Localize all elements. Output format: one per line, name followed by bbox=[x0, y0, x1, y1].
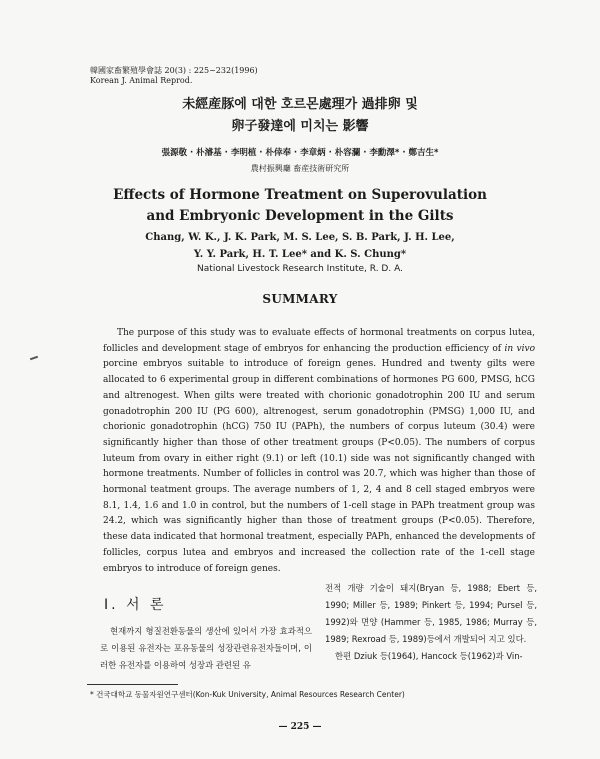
english-title-line1: Effects of Hormone Treatment on Superovulation bbox=[113, 187, 487, 203]
summary-text-b: porcine embryos suitable to introduce of foreign genes. Hundred and twenty gilts were allocated to 6 experimental group in different combinations of hormones PG 600, PMSG, hCG and altrenogest. When gilts were treated with chorionic gonadotrophin 200 IU and serum gonadotrophin 200 IU (PG 600), altrenogest, serum gonadotrophin (PMSG) 1,000 IU, and chorionic gonadotrophin (hCG) 750 IU (PAPh), the numbers of corpus luteum (30.4) were significantly higher than those of other treatment groups (P<0.05). The numbers of corpus luteum from ovary in either right (9.1) or left (10.1) side was not significantly changed with hormone treatments. Number of follicles in control was 20.7, which was higher than those of hormonal teatment groups. The average numbers of 1, 2, 4 and 8 cell staged embryos were 8.1, 1.4, 1.6 and 1.0 in control, but the numbers of 1-cell stage in PAPh treatment group was 24.2, which was significantly higher than those of treatment groups (P<0.05). Therefore, these data indicated that hormonal treatment, especially PAPh, enhanced the developments of follicles, corpus lutea and embryos and increased the collection rate of the 1-cell stage embryos to introduce of foreign genes. bbox=[103, 359, 535, 574]
footnote: * 건국대학교 동물자원연구센터(Kon-Kuk University, Animal Resources Research Center) bbox=[90, 690, 405, 699]
korean-title-line2: 卵子發達에 미치는 影響 bbox=[231, 119, 369, 134]
page-number: — 225 — bbox=[278, 722, 322, 732]
intro-left-paragraph: 현재까지 형질전환동물의 생산에 있어서 가장 효과적으로 이용된 유전자는 포유동물의 성장관련유전자들이며, 이러한 유전자를 이용하여 성장과 관련된 유 bbox=[100, 626, 312, 670]
korean-title-line1: 未經産豚에 대한 호르몬處理가 過排卵 및 bbox=[182, 97, 418, 112]
korean-institution: 農村振興廳 畜産技術研究所 bbox=[250, 164, 350, 173]
english-title-line2: and Embryonic Development in the Gilts bbox=[146, 208, 454, 224]
margin-mark bbox=[30, 356, 38, 361]
summary-body bbox=[103, 326, 535, 577]
introduction-heading: Ⅰ. 서 론 bbox=[104, 597, 167, 613]
summary-text-a: The purpose of this study was to evaluate effects of hormonal treatments on corpus lutea, follicles and development stage of embryos for enhancing the production efficiency of bbox=[103, 328, 535, 354]
korean-authors: 張源敬 · 朴濬基 · 李明植 · 朴倖奉 · 李章炳 · 朴容瀾 · 李勳澤* · 鄭吉生* bbox=[161, 148, 439, 158]
footnote-rule bbox=[87, 684, 178, 685]
english-authors-line2: Y. Y. Park, H. T. Lee* and K. S. Chung* bbox=[193, 249, 407, 260]
introduction-left-column bbox=[100, 623, 312, 674]
journal-header-kr: 韓國家畜繁殖學會誌 20(3) : 225~232(1996) bbox=[90, 66, 258, 75]
intro-right-paragraph-2: 한편 Dziuk 등(1964), Hancock 등(1962)과 Vin- bbox=[335, 651, 523, 661]
summary-heading: SUMMARY bbox=[262, 292, 338, 306]
intro-right-paragraph-1: 전적 개량 기술이 돼지(Bryan 등, 1988; Ebert 등, 1990; Miller 등, 1989; Pinkert 등, 1994; Pursel 등, 1992)와 면양 (Hammer 등, 1985, 1986; Murray 등, 1989; Rexroad 등, 1989)등에서 개발되어 지고 있다. bbox=[325, 583, 537, 644]
english-authors-line1: Chang, W. K., J. K. Park, M. S. Lee, S. B. Park, J. H. Lee, bbox=[145, 232, 455, 243]
summary-italic: in vivo bbox=[504, 343, 535, 354]
introduction-right-column bbox=[325, 580, 537, 665]
journal-header-en: Korean J. Animal Reprod. bbox=[90, 76, 193, 85]
english-institution: National Livestock Research Institute, R. D. A. bbox=[197, 264, 403, 274]
